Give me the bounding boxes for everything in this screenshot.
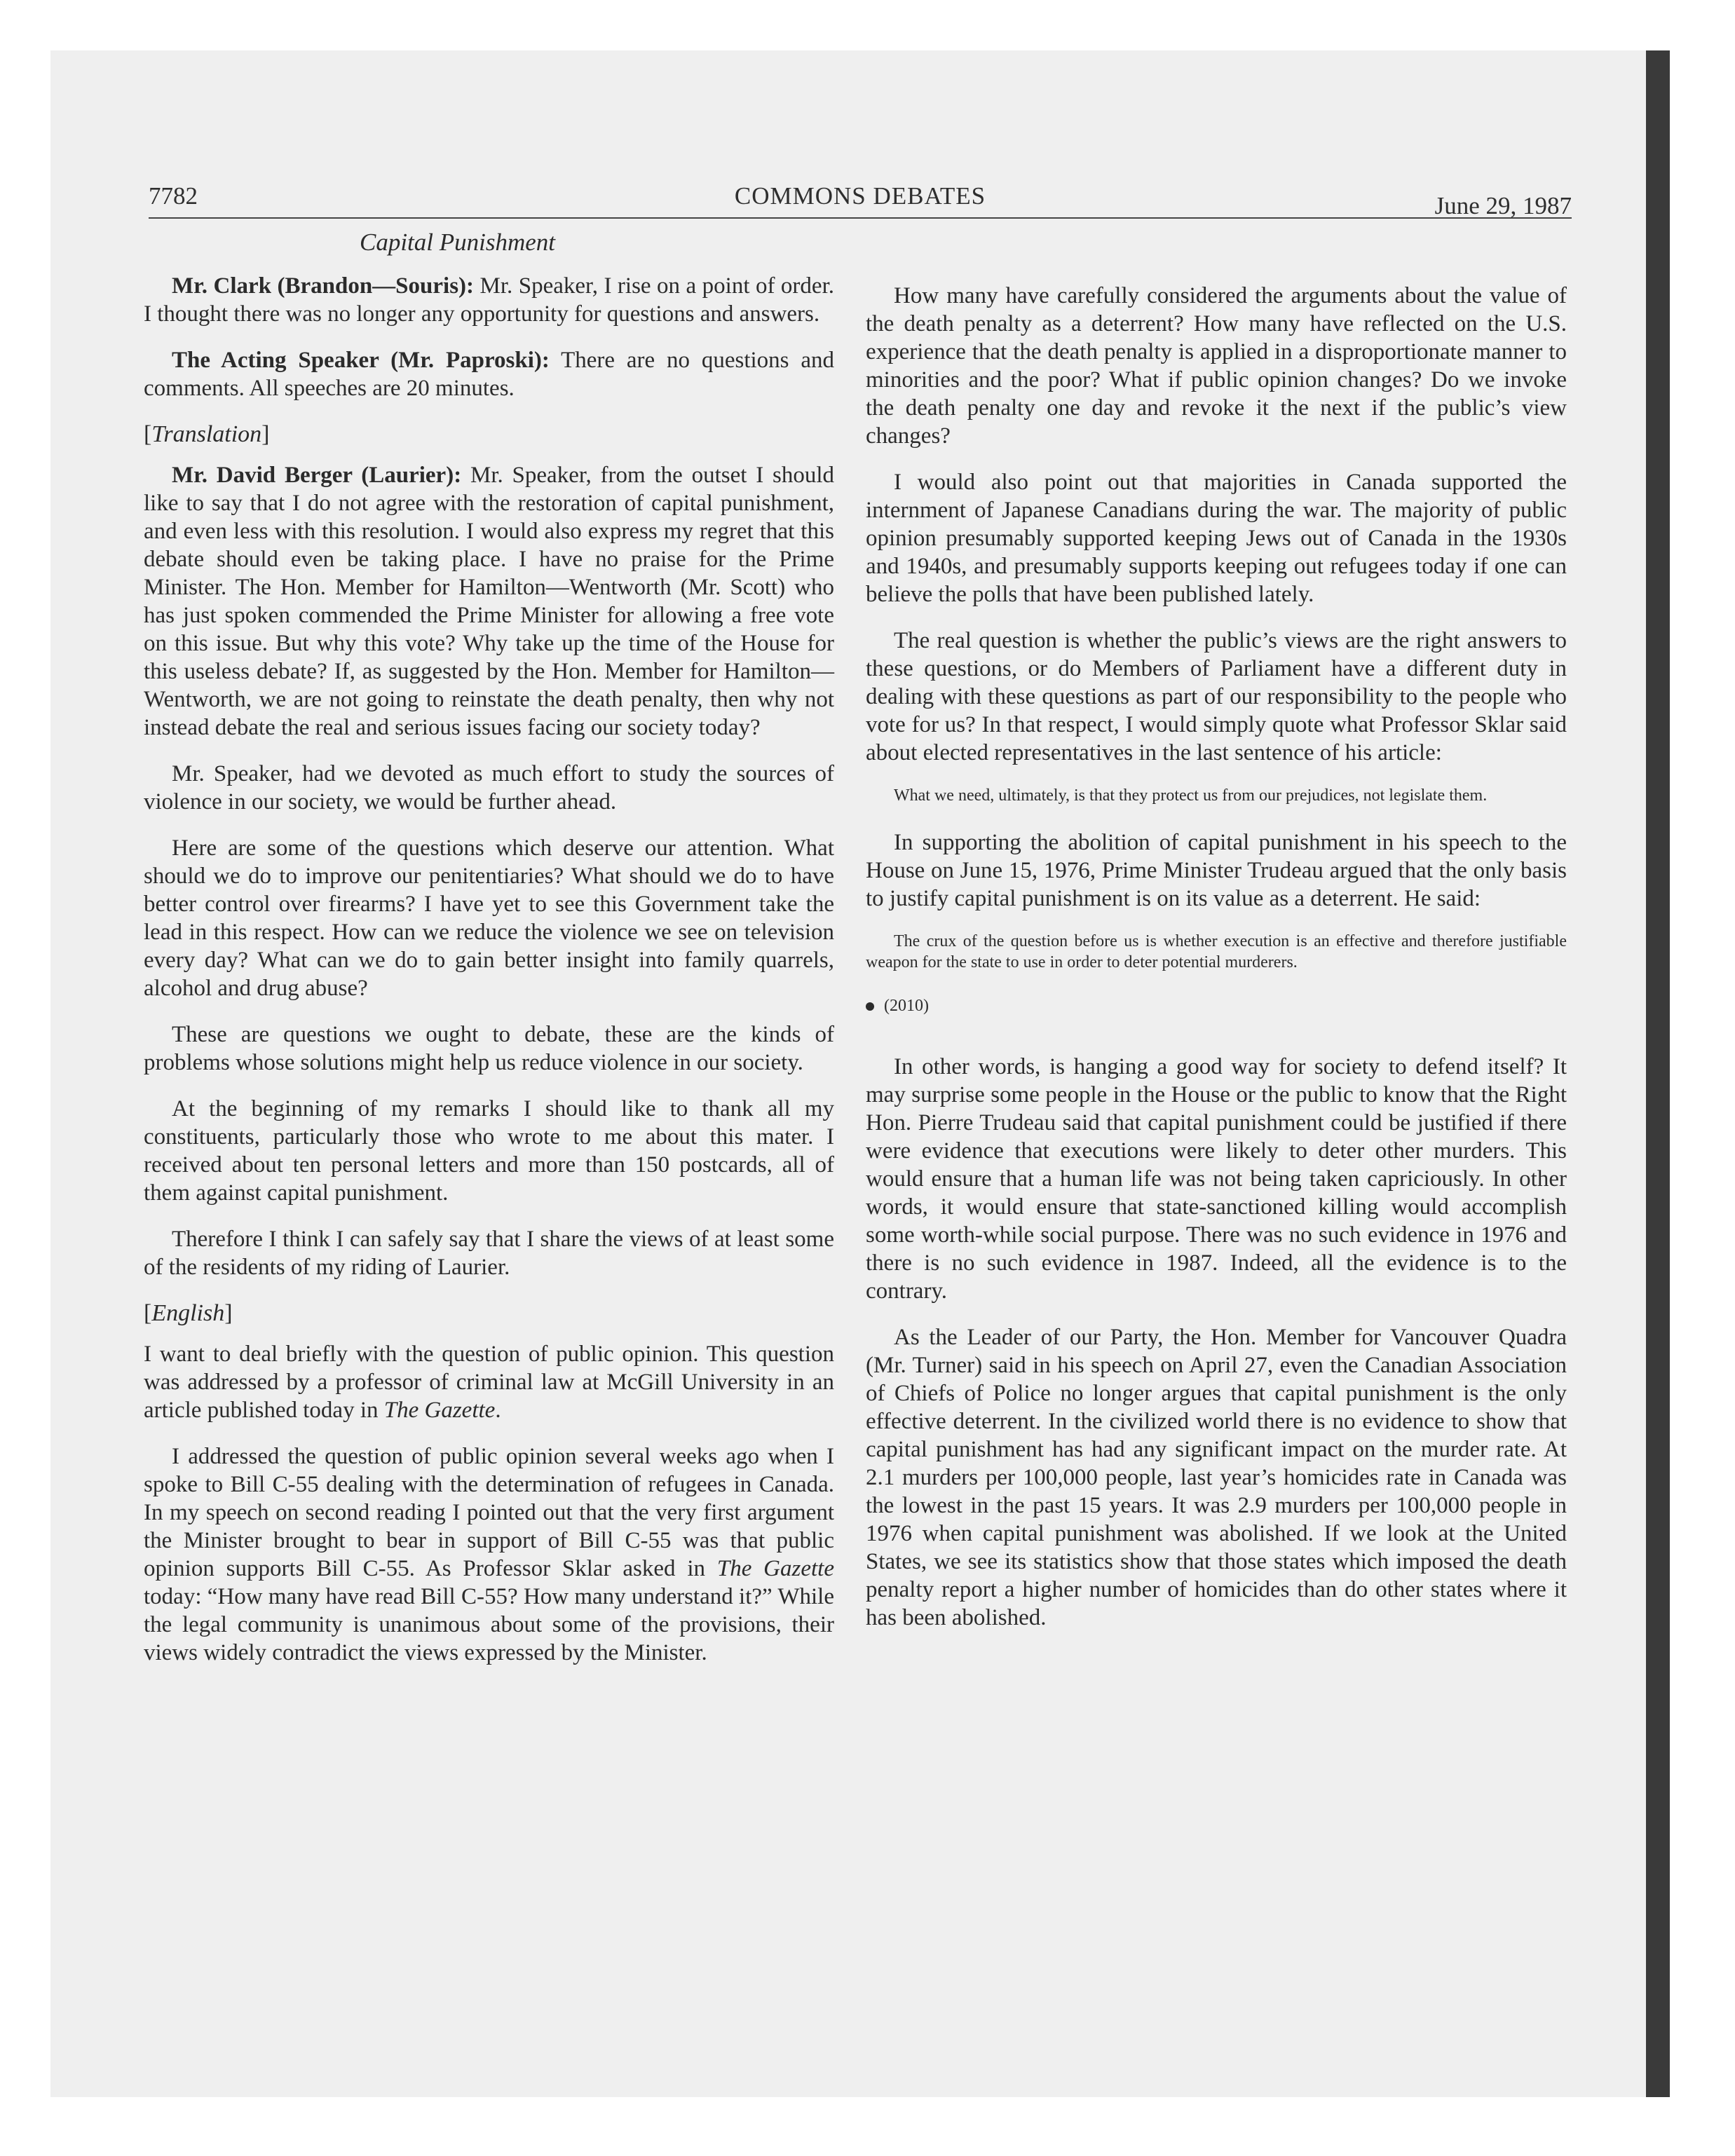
paragraph: In supporting the abolition of capital punishment in his speech to the House on June 15, 1976, Prime Minister Trudeau argued that the only basis to justify capital punishment is on its value as a deterrent. He said: (866, 830, 1567, 911)
left-column (144, 228, 834, 1685)
paragraph: Here are some of the questions which deserve our attention. What should we do to improve our penitentiaries? What should we do to have better control over firearms? I have yet to see this Government take the lead in this respect. How can we reduce the violence we see on television every day? What can we do to gain better insight into family quarrels, alcohol and drug abuse? (144, 835, 834, 1001)
block-quote: The crux of the question before us is whether execution is an effective and therefore justifiable weapon for the state to use in order to deter potential murderers. (866, 932, 1567, 971)
translation-tag: [Translation] (144, 421, 270, 447)
speaker-name: Mr. Clark (Brandon—Souris): (172, 273, 475, 299)
paragraph: At the beginning of my remarks I should like to thank all my constituents, particularly those who wrote to me about this mater. I received about ten personal letters and more than 150 postcards, all of them against capital punishment. (144, 1096, 834, 1206)
speech-text: Mr. Speaker, from the outset I should like to say that I do not agree with the restoration of capital punishment, and even less with this resolution. I would also express my regret that this debate should even be taking place. I have no praise for the Prime Minister. The Hon. Member for Hamilton—Wentworth (Mr. Scott) who has just spoken commended the Prime Minister for allowing a free vote on this issue. But why this vote? Why take up the time of the House for this useless debate? If, as suggested by the Hon. Member for Hamilton—Wentworth, we are not going to reinstate the death penalty, then why not instead debate the real and serious issues facing our society today? (144, 463, 835, 740)
speech-text: There are no questions and comments. All speeches are 20 minutes. (144, 348, 834, 401)
paragraph: The real question is whether the public’s views are the right answers to these questions, or do Members of Parliament have a different duty in dealing with these questions as part of our responsibility to the people who vote for us? In that respect, I would simply quote what Professor Sklar said about elected representatives in the last sentence of his article: (866, 628, 1567, 765)
paragraph: How many have carefully considered the arguments about the value of the death penalty as a deterrent? How many have reflected on the U.S. experience that the death penalty is applied in a disproportionate manner to minorities and the poor? What if public opinion changes? Do we invoke the death penalty one day and revoke it the next if the public’s view changes? (866, 283, 1567, 449)
paragraph (144, 272, 834, 328)
header-rule (149, 217, 1572, 219)
right-column (866, 282, 1567, 1650)
paragraph: I would also point out that majorities in Canada supported the internment of Japanese Canadians during the war. The majority of public opinion presumably supported keeping Jews out of Canada in the 1930s and 1940s, and presumably supports keeping out refugees today if one can believe the polls that have been published lately. (866, 470, 1567, 607)
paragraph: Mr. Speaker, had we devoted as much effort to study the sources of violence in our society, we would be further ahead. (144, 761, 834, 814)
section-heading: Capital Punishment (359, 228, 556, 256)
publication-name: The Gazette (716, 1556, 834, 1581)
time-marker: (2010) (866, 995, 1567, 1016)
paragraph: I want to deal briefly with the question of public opinion. This question was addressed by a professor of criminal law at McGill University in an article published today in The Gazette. (144, 1342, 834, 1423)
speaker-name: The Acting Speaker (Mr. Paproski): (172, 348, 550, 373)
page-date: June 29, 1987 (1434, 192, 1572, 219)
paragraph (144, 461, 834, 742)
speech-text: Mr. Speaker, I rise on a point of order. I thought there was no longer any opportunity for questions and answers. (144, 273, 834, 327)
block-quote: What we need, ultimately, is that they protect us from our prejudices, not legislate them. (894, 786, 1488, 805)
page-number: 7782 (149, 182, 198, 210)
english-tag: [English] (144, 1300, 233, 1326)
paragraph (144, 346, 834, 402)
publication-title: COMMONS DEBATES (734, 182, 986, 210)
paragraph: In other words, is hanging a good way for society to defend itself? It may surprise some people in the House or the public to know that the Right Hon. Pierre Trudeau said that capital punishment could be justified if there were evidence that executions were likely to deter other murders. This would ensure that a human life was not being taken capriciously. In other words, it would ensure that state-sanctioned killing would accomplish some worth-while social purpose. There was no such evidence in 1976 and there is no such evidence in 1987. Indeed, all the evidence is to the contrary. (866, 1054, 1567, 1304)
paragraph: These are questions we ought to debate, these are the kinds of problems whose solutions might help us reduce violence in our society. (144, 1022, 834, 1075)
bullet-icon (866, 1002, 874, 1011)
paragraph: Therefore I think I can safely say that I share the views of at least some of the residents of my riding of Laurier. (144, 1227, 834, 1280)
speaker-name: Mr. David Berger (Laurier): (172, 463, 462, 488)
paragraph: I addressed the question of public opinion several weeks ago when I spoke to Bill C-55 dealing with the determination of refugees in Canada. In my speech on second reading I pointed out that the very first argument the Minister brought to bear in support of Bill C-55 was that public opinion supports Bill C-55. As Professor Sklar asked in The Gazette today: “How many have read Bill C-55? How many understand it?” While the legal community is unanimous about some of the provisions, their views widely contradict the views expressed by the Minister. (144, 1444, 834, 1665)
scan-edge-bar (1646, 50, 1670, 2097)
page-header (149, 181, 1572, 220)
publication-name: The Gazette (383, 1398, 496, 1423)
paragraph: As the Leader of our Party, the Hon. Member for Vancouver Quadra (Mr. Turner) said in his speech on April 27, even the Canadian Association of Chiefs of Police no longer argues that capital punishment is the only effective deterrent. In the civilized world there is no evidence to show that capital punishment has had any significant impact on the murder rate. At 2.1 murders per 100,000 people, last year’s homicides rate in Canada was the lowest in the past 15 years. It was 2.9 murders per 100,000 people in 1976 when capital punishment was abolished. If we look at the United States, we see its statistics show that those states which imposed the death penalty report a higher number of homicides than do other states where it has been abolished. (866, 1325, 1567, 1630)
